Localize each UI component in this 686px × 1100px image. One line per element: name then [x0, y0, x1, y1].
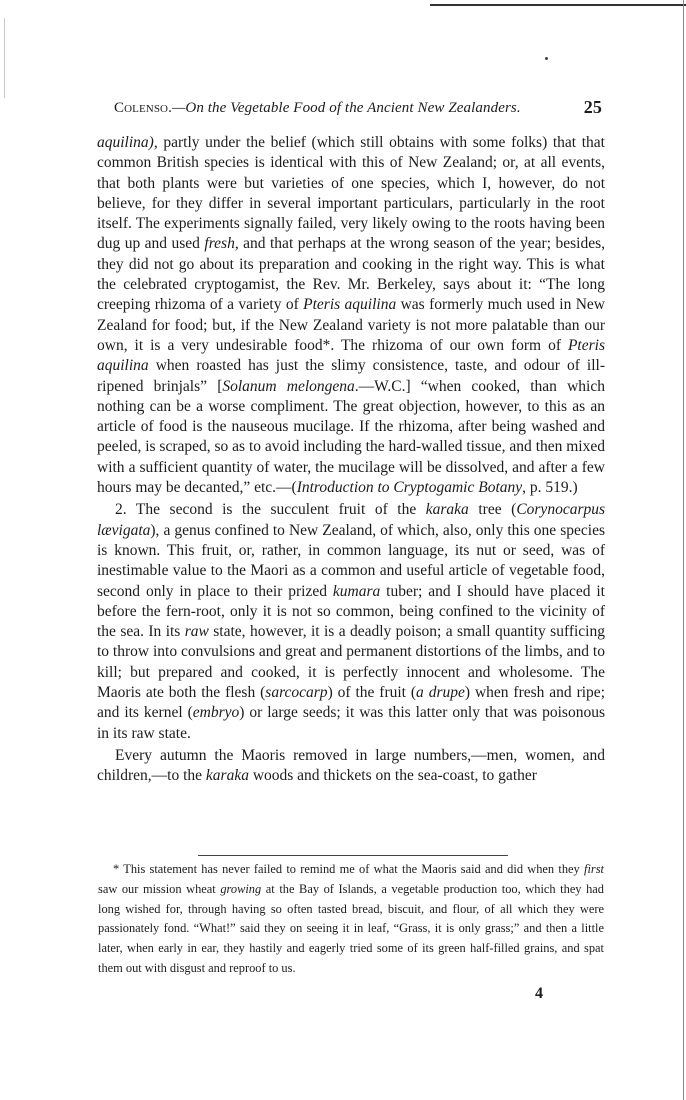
text-run: Every autumn the Maoris removed in large numbers,—men, women, and children,—to the	[97, 746, 605, 785]
left-page-mark	[4, 18, 5, 98]
text-run: ) of the fruit (	[327, 684, 417, 702]
text-run: , and that perhaps at the wrong season of the year; besides, they did not go about its preparation and cooking in the right way. This is what the celebrated cryptogamist, the Rev. Mr. Berkeley, says about it: “The long creeping rhizoma of a variety of	[97, 235, 605, 314]
text-run: woods and thickets on the sea-coast, to gather	[248, 767, 537, 785]
text-run: when roasted has just the slimy consistence, taste, and odour of ill-ripened brinjals” [	[97, 357, 605, 395]
header-author: Colenso.	[114, 100, 172, 116]
italic-run: sarcocarp	[265, 684, 328, 702]
signature-mark: 4	[535, 985, 543, 1002]
text-run: 2. The second is the succulent fruit of the	[115, 501, 426, 519]
text-run: tree (	[468, 501, 517, 519]
header-title: —On the Vegetable Food of the Ancient New Zealanders.	[171, 100, 521, 116]
italic-run: Solanum melongena	[222, 377, 355, 395]
text-run: saw our mission wheat	[98, 881, 221, 896]
italic-run: Introduction to Cryptogamic Botany	[296, 479, 523, 497]
body-text	[97, 133, 605, 787]
footnote-rule	[198, 855, 508, 856]
italic-run: fresh	[204, 235, 235, 253]
italic-run: a drupe	[416, 684, 465, 702]
paragraph-3	[97, 746, 605, 787]
italic-run: growing	[220, 881, 262, 896]
footnote	[98, 860, 604, 979]
italic-run: kumara	[332, 582, 381, 600]
italic-run: embryo	[192, 704, 240, 722]
text-run: at the Bay of Islands, a vegetable production too, which they had long wished for, through having so often tasted bread, biscuit, and flour, of all which they were passionately fond. “What!” said they on seeing it in leaf, “Grass, it is only grass;” and then a little later, when early in ear, they hastily and eagerly tried some of its green half-filled grains, and spat them out with disgust and reproof to us.	[98, 881, 604, 975]
text-run: , p. 519.)	[522, 479, 578, 497]
text-run: state, however, it is a deadly poison; a small quantity sufficing to throw into convulsions and great and permanent distortions of the limbs, and to kill; but prepared and cooked, it is perfectly innocent and wholesome. The Maoris ate both the flesh (	[97, 623, 605, 702]
italic-run: Corynocarpus lævigata	[97, 501, 606, 539]
top-border-rule	[430, 4, 686, 6]
text-run: , partly under the belief (which still obtains with some folks) that that common British species is identical with this of New Zealand; or, at all events, that both plants were but varieties of one species, which I, however, do not believe, for they differ in several important particulars, particularly in the root itself. The experiments signally failed, very likely owing to the roots having been dug up and used	[97, 134, 605, 253]
paragraph-2	[97, 500, 605, 744]
text-run: .—W.C.] “when cooked, than which nothing can be a worse compliment. The great objection, however, to this as an article of food is the nauseous mucilage. If the rhizoma, after being washed and peeled, is scraped, so as to avoid including the hard-walled tissue, and then mixed with a sufficient quantity of water, the mucilage will be dissolved, and after a few hours may be decanted,” etc.—(	[97, 377, 605, 497]
text-run: * This statement has never failed to remind me of what the Maoris said and did when they	[113, 862, 585, 876]
running-header	[114, 97, 604, 130]
text-run: was formerly much used in New Zealand for food; but, if the New Zealand variety is not more palatable than our own, it is a very undesirable food*. The rhizoma of our own form of	[97, 296, 605, 354]
speck-mark	[545, 57, 548, 60]
paragraph-1	[97, 133, 605, 498]
italic-run: Pteris aquilina	[97, 336, 605, 375]
right-page-edge	[683, 0, 684, 1100]
text-run: ) when fresh and ripe; and its kernel (	[97, 684, 605, 722]
italic-run: raw	[184, 623, 209, 641]
text-run: ), a genus confined to New Zealand, of which, also, only this one species is known. This fruit, or, rather, in common language, its nut or seed, was of inestimable value to the Maori as a common and useful article of vegetable food, second only in place to their prized	[97, 521, 605, 600]
italic-run: Pteris aquilina	[303, 296, 397, 314]
italic-run: first	[584, 862, 604, 876]
italic-run: karaka	[205, 767, 249, 785]
text-run: tuber; and I should have placed it before the fern-root, only it is not so common, being confined to the vicinity of the sea. In its	[97, 582, 605, 641]
page-number: 25	[583, 97, 602, 117]
italic-run: karaka	[425, 501, 469, 519]
italic-run: aquilina)	[97, 134, 154, 151]
text-run: ) or large seeds; it was this latter only that was poisonous in its raw state.	[97, 704, 605, 742]
